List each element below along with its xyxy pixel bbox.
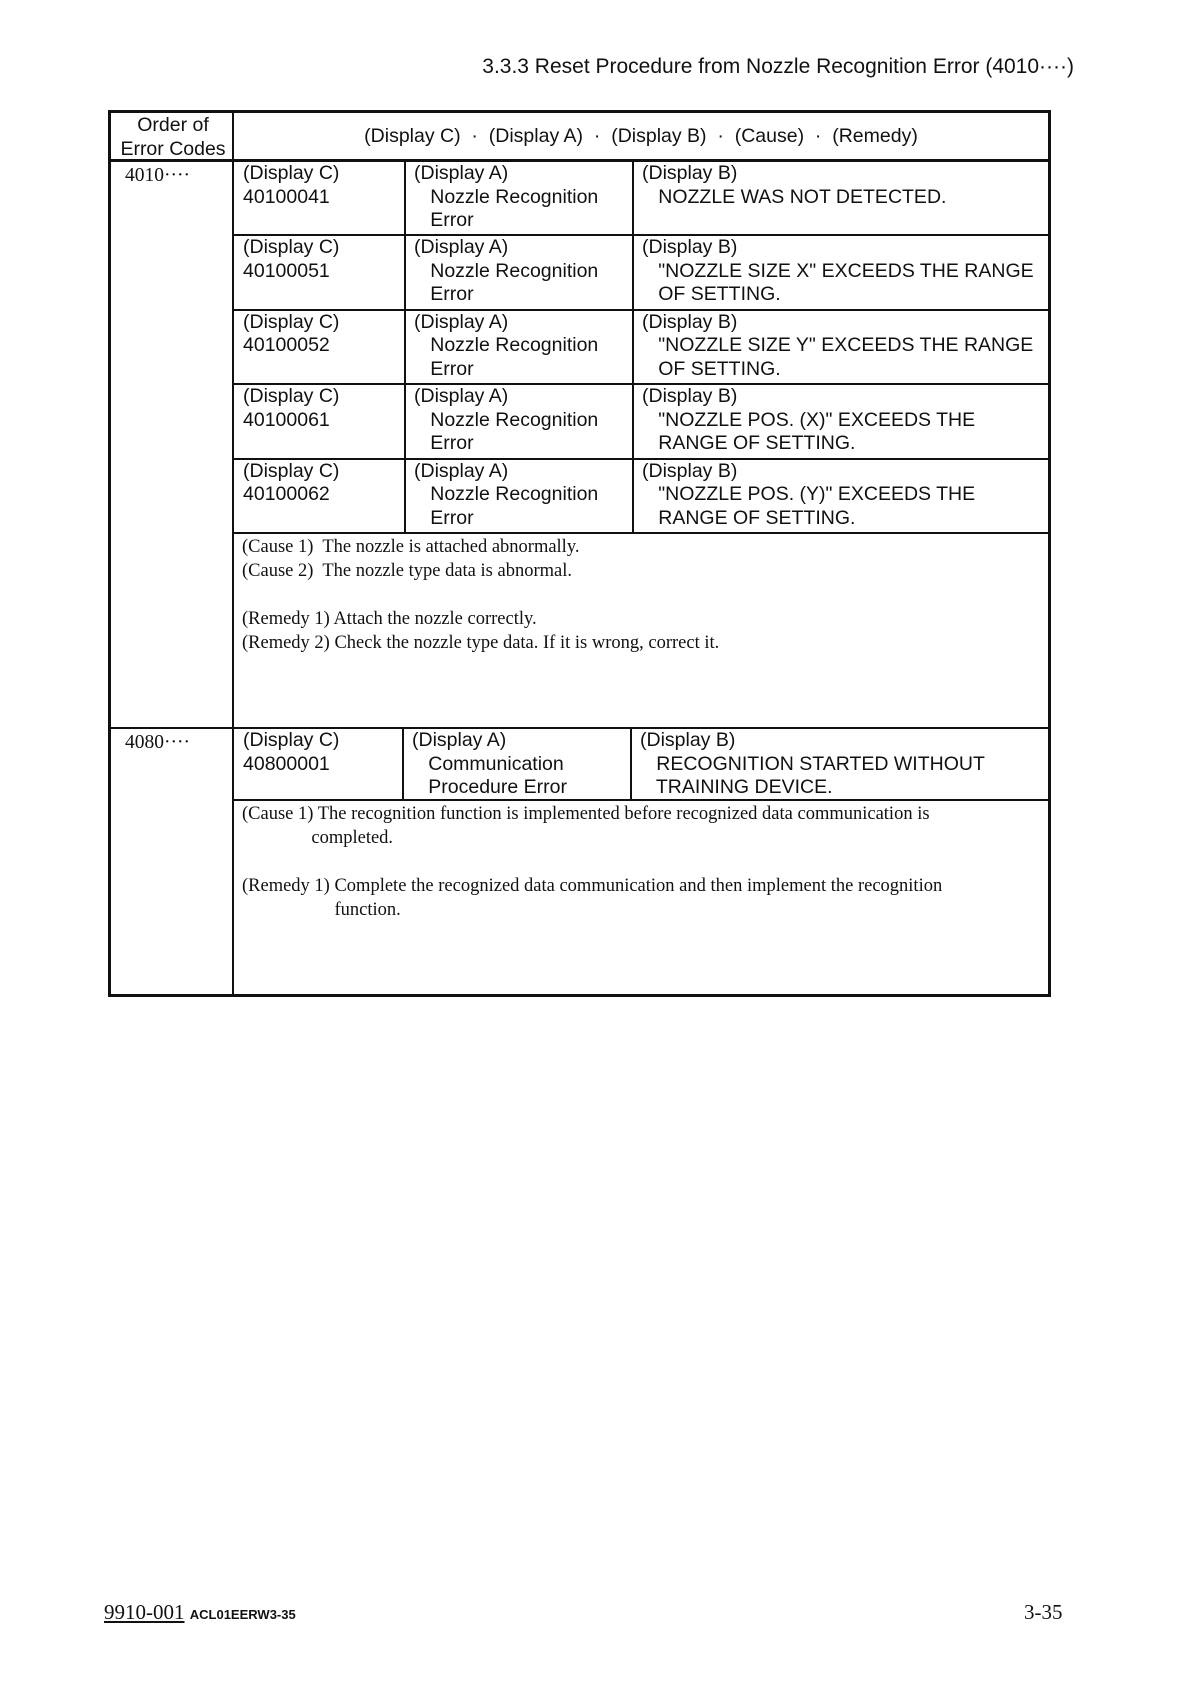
doc-number: 9910-001: [104, 1600, 185, 1624]
table-rule: [632, 160, 634, 234]
cause-remedy-note: (Remedy 2) Check the nozzle type data. If it is wrong, correct it.: [242, 633, 720, 653]
cause-remedy-note: function.: [242, 900, 401, 920]
display-c-cell: (Display C) 40100062: [243, 459, 340, 506]
table-rule: [632, 458, 634, 532]
table-rule: [232, 110, 234, 995]
table-rule: [108, 110, 1050, 113]
display-b-cell: (Display B) NOZZLE WAS NOT DETECTED.: [642, 162, 947, 208]
table-rule: [108, 994, 1051, 997]
table-rule: [232, 799, 1050, 801]
table-rule: [1048, 110, 1051, 995]
cause-remedy-note: (Cause 1) The recognition function is implemented before recognized data communication is: [242, 804, 930, 824]
display-b-cell: (Display B) "NOZZLE SIZE Y" EXCEEDS THE RANGE OF SETTING.: [642, 310, 1034, 380]
table-rule: [632, 309, 634, 383]
table-rule: [404, 458, 406, 532]
table-rule: [632, 234, 634, 308]
table-rule: [404, 383, 406, 457]
display-b-cell: (Display B) RECOGNITION STARTED WITHOUT TRAINING DEVICE.: [640, 729, 985, 798]
cause-remedy-note: (Remedy 1) Complete the recognized data communication and then implement the recognition: [242, 876, 943, 896]
section-title: 3.3.3 Reset Procedure from Nozzle Recognition Error (4010····): [482, 55, 1074, 78]
display-a-cell: (Display A) Nozzle Recognition Error: [414, 162, 599, 231]
display-b-cell: (Display B) "NOZZLE POS. (X)" EXCEEDS THE RANGE OF SETTING.: [642, 385, 976, 455]
table-rule: [108, 110, 111, 995]
cause-remedy-note: (Cause 2) The nozzle type data is abnormal.: [242, 561, 572, 581]
table-rule: [404, 160, 406, 234]
display-c-cell: (Display C) 40100052: [243, 310, 340, 357]
error-code-group: 4010····: [125, 165, 190, 186]
cause-remedy-note: (Cause 1) The nozzle is attached abnormally.: [242, 537, 580, 557]
display-b-cell: (Display B) "NOZZLE POS. (Y)" EXCEEDS THE RANGE OF SETTING.: [642, 459, 976, 529]
display-a-cell: (Display A) Nozzle Recognition Error: [414, 385, 599, 455]
header-order-of-error-codes: Order of Error Codes: [120, 114, 226, 160]
table-rule: [404, 234, 406, 308]
header-display-columns: (Display C) · (Display A) · (Display B) · (Cause) · (Remedy): [364, 125, 918, 147]
table-rule: [630, 727, 632, 799]
display-a-cell: (Display A) Nozzle Recognition Error: [414, 459, 599, 529]
display-c-cell: (Display C) 40100041: [243, 162, 340, 208]
cause-remedy-note: completed.: [242, 828, 394, 848]
table-rule: [402, 727, 404, 799]
error-code-group: 4080····: [125, 732, 190, 753]
display-a-cell: (Display A) Communication Procedure Error: [412, 729, 567, 798]
table-rule: [404, 309, 406, 383]
table-rule: [232, 532, 1050, 534]
doc-code: ACL01EERW3-35: [189, 1607, 296, 1622]
display-c-cell: (Display C) 40100061: [243, 385, 340, 431]
table-rule: [632, 383, 634, 457]
footer-doc-id: [104, 1600, 296, 1625]
cause-remedy-note: (Remedy 1) Attach the nozzle correctly.: [242, 609, 537, 629]
display-a-cell: (Display A) Nozzle Recognition Error: [414, 236, 599, 306]
display-a-cell: (Display A) Nozzle Recognition Error: [414, 310, 599, 380]
display-c-cell: (Display C) 40800001: [243, 729, 340, 775]
page-number: 3-35: [1024, 1600, 1063, 1624]
display-c-cell: (Display C) 40100051: [243, 236, 340, 282]
display-b-cell: (Display B) "NOZZLE SIZE X" EXCEEDS THE RANGE OF SETTING.: [642, 236, 1034, 306]
